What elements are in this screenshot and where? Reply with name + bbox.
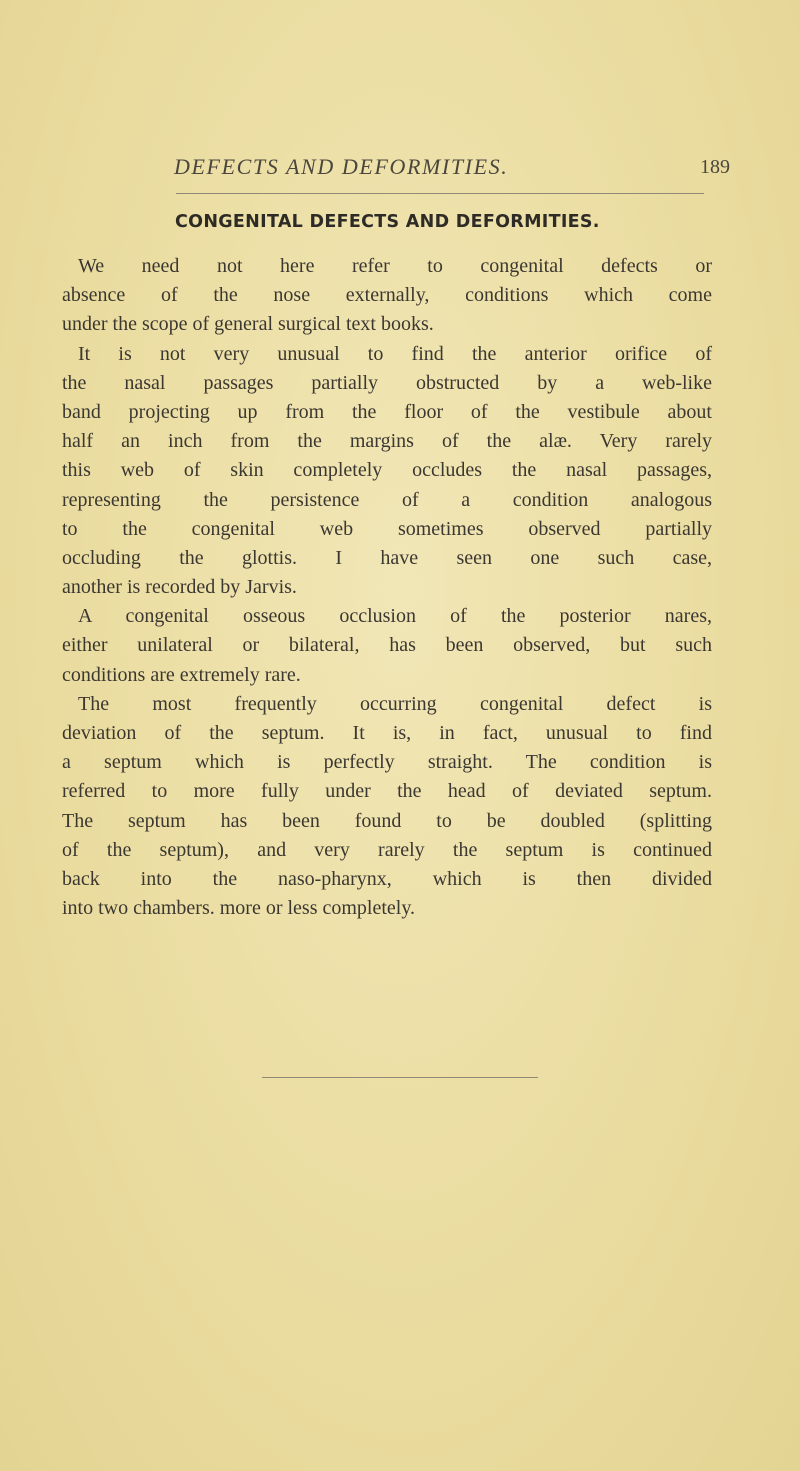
text-line: conditions are extremely rare. xyxy=(62,663,301,686)
running-title: DEFECTS AND DEFORMITIES. xyxy=(174,154,509,179)
text-line: The most frequently occurring congenital defect is xyxy=(78,692,712,715)
text-line: band projecting up from the floor of the vestibule about xyxy=(62,400,712,423)
text-line: back into the naso-pharynx, which is then divided xyxy=(62,867,712,890)
text-line: a septum which is perfectly straight. The condition is xyxy=(62,751,712,774)
paragraph-4 xyxy=(62,690,712,924)
running-head xyxy=(140,154,740,190)
paragraph-2 xyxy=(62,340,712,603)
text-line: this web of skin completely occludes the nasal passages, xyxy=(62,459,712,482)
text-line: referred to more fully under the head of deviated septum. xyxy=(62,780,712,803)
text-line: occluding the glottis. I have seen one such case, xyxy=(62,546,712,569)
text-line: The septum has been found to be doubled (splitting xyxy=(62,809,712,832)
text-line: either unilateral or bilateral, has been observed, but such xyxy=(62,634,712,657)
paragraph-1 xyxy=(62,252,712,340)
text-line: to the congenital web sometimes observed partially xyxy=(62,517,712,540)
page-number: 189 xyxy=(700,156,730,178)
text-line: another is recorded by Jarvis. xyxy=(62,576,297,599)
text-line: It is not very unusual to find the anterior orifice of xyxy=(78,342,712,365)
text-line: under the scope of general surgical text books. xyxy=(62,313,434,336)
footer-rule xyxy=(262,1077,538,1078)
body-text xyxy=(62,252,712,923)
section-heading: CONGENITAL DEFECTS AND DEFORMITIES. xyxy=(175,212,600,232)
text-line: of the septum), and very rarely the septum is continued xyxy=(62,838,712,861)
text-line: the nasal passages partially obstructed by a web-like xyxy=(62,371,712,394)
text-line: representing the persistence of a condition analogous xyxy=(62,488,712,511)
header-rule xyxy=(176,193,704,194)
text-line: A congenital osseous occlusion of the posterior nares, xyxy=(78,605,712,628)
text-line: half an inch from the margins of the alæ. Very rarely xyxy=(62,430,712,453)
text-line: absence of the nose externally, conditions which come xyxy=(62,284,712,307)
text-line: deviation of the septum. It is, in fact, unusual to find xyxy=(62,722,712,744)
text-line: into two chambers. more or less completely. xyxy=(62,897,416,920)
text-line: We need not here refer to congenital defects or xyxy=(78,255,712,277)
paragraph-3 xyxy=(62,602,712,690)
